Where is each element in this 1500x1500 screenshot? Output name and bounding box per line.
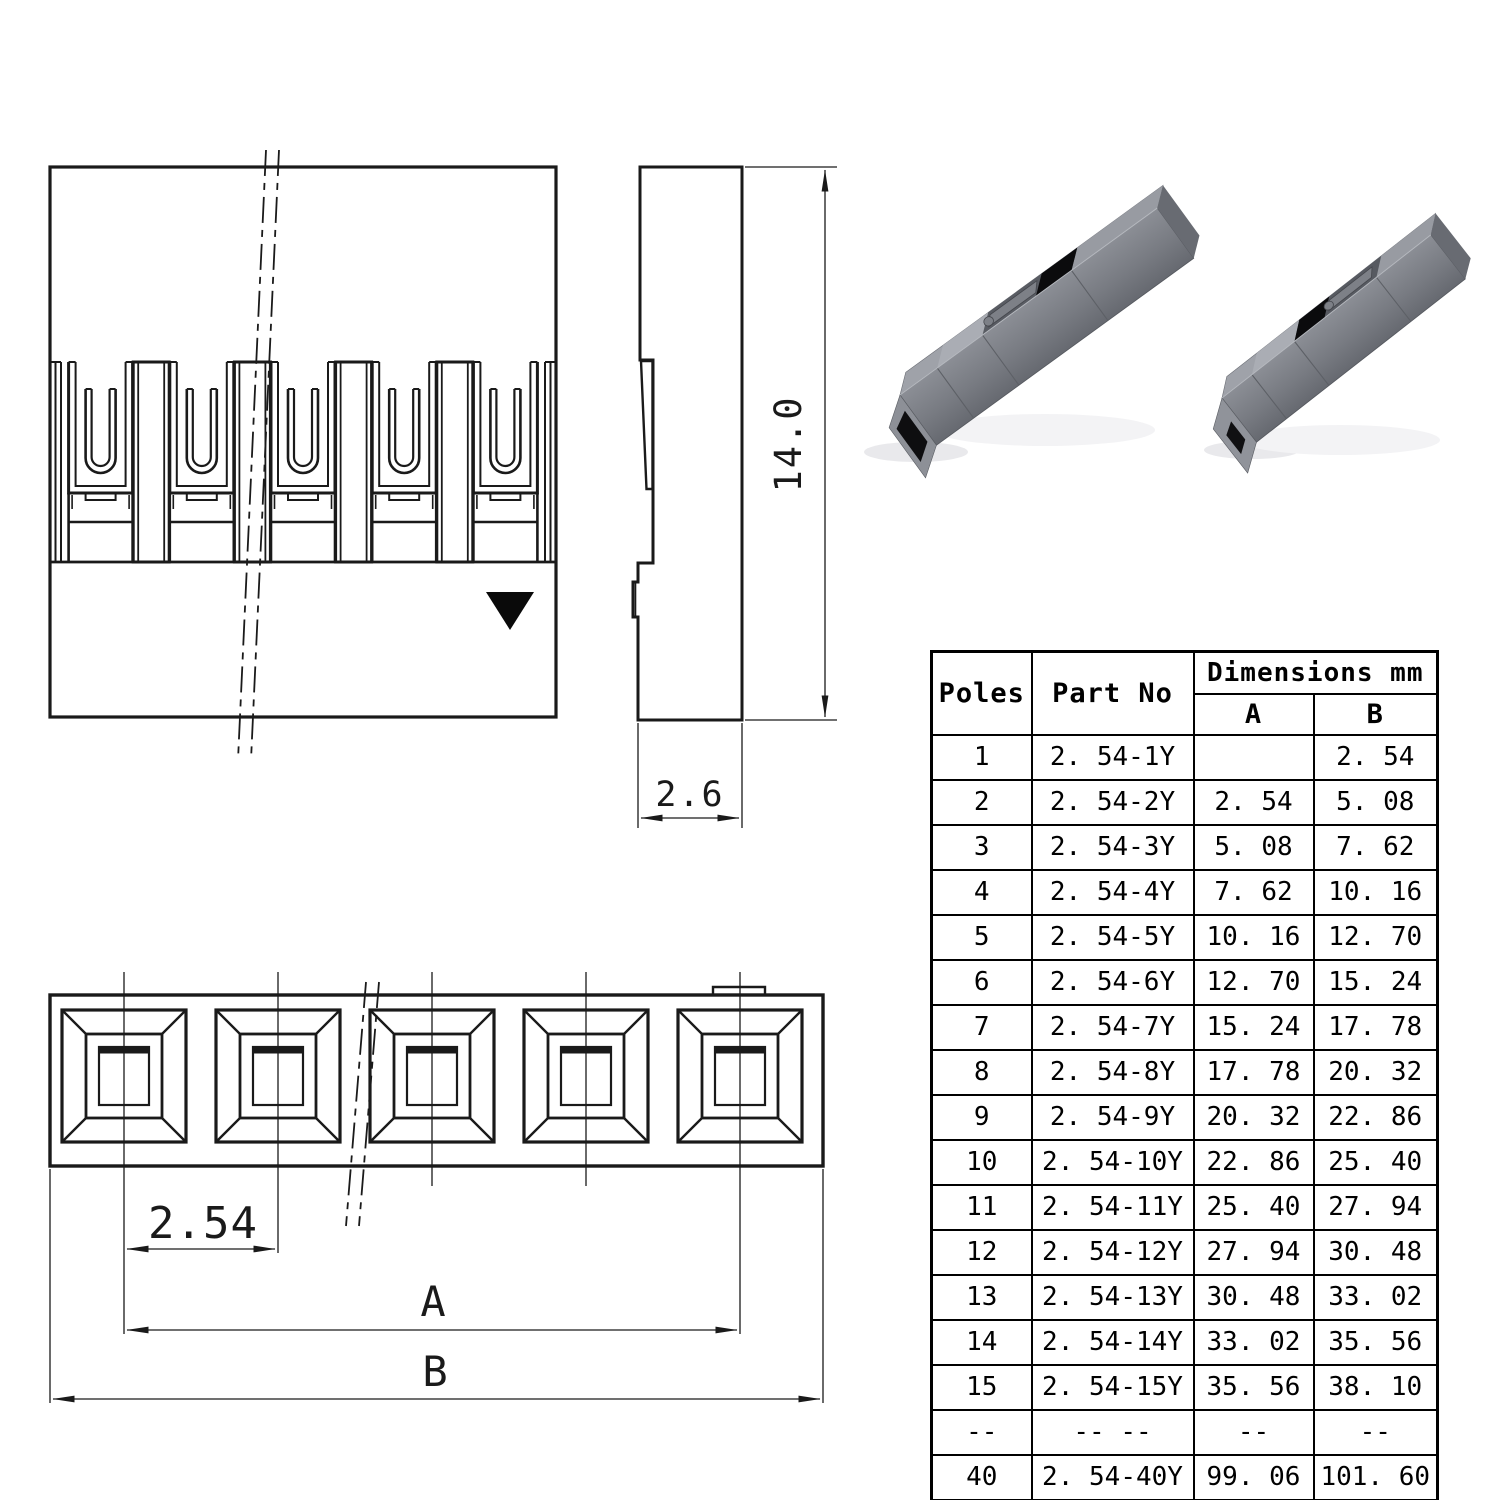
table-cell: 2. 54-4Y xyxy=(1032,870,1194,915)
dimension-a xyxy=(127,1277,737,1330)
table-cell: 20. 32 xyxy=(1314,1050,1438,1095)
table-cell: 11 xyxy=(932,1185,1032,1230)
table-cell: 2. 54-7Y xyxy=(1032,1005,1194,1050)
table-cell: 15. 24 xyxy=(1314,960,1438,1005)
table-cell: -- -- xyxy=(1032,1410,1194,1455)
table-cell: 2. 54-8Y xyxy=(1032,1050,1194,1095)
table-cell: 2. 54-3Y xyxy=(1032,825,1194,870)
table-cell: 99. 06 xyxy=(1194,1455,1314,1500)
table-cell: 30. 48 xyxy=(1314,1230,1438,1275)
col-header-poles: Poles xyxy=(932,652,1032,735)
col-header-a: A xyxy=(1194,694,1314,735)
front-view-drawing xyxy=(50,150,556,760)
side-view-latch-lever xyxy=(641,361,653,489)
table-cell: 17. 78 xyxy=(1314,1005,1438,1050)
table-cell: 7. 62 xyxy=(1194,870,1314,915)
table-cell: 25. 40 xyxy=(1194,1185,1314,1230)
table-cell: 15. 24 xyxy=(1194,1005,1314,1050)
table-row xyxy=(932,870,1438,915)
break-lines-bottom xyxy=(346,982,379,1226)
table-cell: 2. 54-13Y xyxy=(1032,1275,1194,1320)
connector-housing-photo xyxy=(864,185,1490,477)
table-body xyxy=(932,735,1438,1500)
bottom-view-outline xyxy=(50,995,823,1166)
table-cell: 25. 40 xyxy=(1314,1140,1438,1185)
table-row xyxy=(932,825,1438,870)
table-cell: 2. 54-15Y xyxy=(1032,1365,1194,1410)
table-cell: 12. 70 xyxy=(1314,915,1438,960)
table-cell: 33. 02 xyxy=(1314,1275,1438,1320)
dimension-label-height: 14.0 xyxy=(767,395,810,493)
dimension-pitch xyxy=(127,1198,275,1249)
table-row xyxy=(932,1185,1438,1230)
table-cell: 7 xyxy=(932,1005,1032,1050)
table-cell: 2. 54-9Y xyxy=(1032,1095,1194,1140)
table-row xyxy=(932,1140,1438,1185)
table-row xyxy=(932,1095,1438,1140)
dimension-label-a: A xyxy=(420,1277,446,1326)
table-row xyxy=(932,735,1438,780)
dimension-label-width: 2.6 xyxy=(655,775,725,815)
table-row xyxy=(932,1320,1438,1365)
table-cell: 5. 08 xyxy=(1314,780,1438,825)
table-row xyxy=(932,1365,1438,1410)
table-cell: 2 xyxy=(932,780,1032,825)
table-cell: 2. 54 xyxy=(1194,780,1314,825)
dimension-2-6 xyxy=(638,723,742,828)
table-cell: 38. 10 xyxy=(1314,1365,1438,1410)
table-cell: 2. 54-14Y xyxy=(1032,1320,1194,1365)
table-cell: 9 xyxy=(932,1095,1032,1140)
table-cell: 22. 86 xyxy=(1194,1140,1314,1185)
table-cell: -- xyxy=(932,1410,1032,1455)
table-cell: 14 xyxy=(932,1320,1032,1365)
table-cell: 40 xyxy=(932,1455,1032,1500)
col-header-dimensions: Dimensions mm xyxy=(1194,652,1438,694)
dimension-b xyxy=(53,1347,820,1399)
table-cell: 33. 02 xyxy=(1194,1320,1314,1365)
dimensions-table xyxy=(930,650,1439,1500)
col-header-part-no: Part No xyxy=(1032,652,1194,735)
table-cell: 3 xyxy=(932,825,1032,870)
table-row xyxy=(932,780,1438,825)
table-cell: 4 xyxy=(932,870,1032,915)
table-row xyxy=(932,1230,1438,1275)
table-cell: 27. 94 xyxy=(1314,1185,1438,1230)
table-cell: 13 xyxy=(932,1275,1032,1320)
table-cell: 1 xyxy=(932,735,1032,780)
table-cell: 2. 54-6Y xyxy=(1032,960,1194,1005)
table-row xyxy=(932,1275,1438,1320)
table-cell: 5 xyxy=(932,915,1032,960)
table-cell: 5. 08 xyxy=(1194,825,1314,870)
table-cell: 10. 16 xyxy=(1314,870,1438,915)
dimension-label-b: B xyxy=(422,1347,448,1396)
orientation-marker-triangle-icon xyxy=(486,592,534,630)
table-cell: 2. 54-10Y xyxy=(1032,1140,1194,1185)
table-cell: 27. 94 xyxy=(1194,1230,1314,1275)
table-row xyxy=(932,1455,1438,1500)
table-row xyxy=(932,960,1438,1005)
table-row xyxy=(932,1410,1438,1455)
table-row xyxy=(932,1005,1438,1050)
table-cell: 8 xyxy=(932,1050,1032,1095)
side-view-drawing xyxy=(633,167,837,828)
bottom-view-drawing xyxy=(50,972,823,1403)
table-cell: 2. 54-12Y xyxy=(1032,1230,1194,1275)
table-cell: 101. 60 xyxy=(1314,1455,1438,1500)
table-cell: 2. 54-2Y xyxy=(1032,780,1194,825)
table-cell: -- xyxy=(1194,1410,1314,1455)
table-cell: 2. 54-1Y xyxy=(1032,735,1194,780)
table-cell: 2. 54-40Y xyxy=(1032,1455,1194,1500)
table-cell: 6 xyxy=(932,960,1032,1005)
table-cell: 17. 78 xyxy=(1194,1050,1314,1095)
table-cell: 22. 86 xyxy=(1314,1095,1438,1140)
table-cell: 12 xyxy=(932,1230,1032,1275)
table-cell xyxy=(1194,735,1314,780)
dimension-label-pitch: 2.54 xyxy=(148,1198,258,1249)
table-cell: 2. 54-5Y xyxy=(1032,915,1194,960)
table-cell: 35. 56 xyxy=(1314,1320,1438,1365)
table-header xyxy=(932,652,1438,735)
centerlines xyxy=(50,972,823,1403)
break-lines-front xyxy=(238,150,279,760)
table-cell: 7. 62 xyxy=(1314,825,1438,870)
table-cell: 20. 32 xyxy=(1194,1095,1314,1140)
table-cell: 30. 48 xyxy=(1194,1275,1314,1320)
table-cell: 2. 54 xyxy=(1314,735,1438,780)
table-row xyxy=(932,1050,1438,1095)
col-header-b: B xyxy=(1314,694,1438,735)
table-cell: -- xyxy=(1314,1410,1438,1455)
dimension-14 xyxy=(745,167,837,720)
table-row xyxy=(932,915,1438,960)
table-cell: 15 xyxy=(932,1365,1032,1410)
table-cell: 10. 16 xyxy=(1194,915,1314,960)
table-cell: 2. 54-11Y xyxy=(1032,1185,1194,1230)
table-cell: 10 xyxy=(932,1140,1032,1185)
table-cell: 35. 56 xyxy=(1194,1365,1314,1410)
table-cell: 12. 70 xyxy=(1194,960,1314,1005)
